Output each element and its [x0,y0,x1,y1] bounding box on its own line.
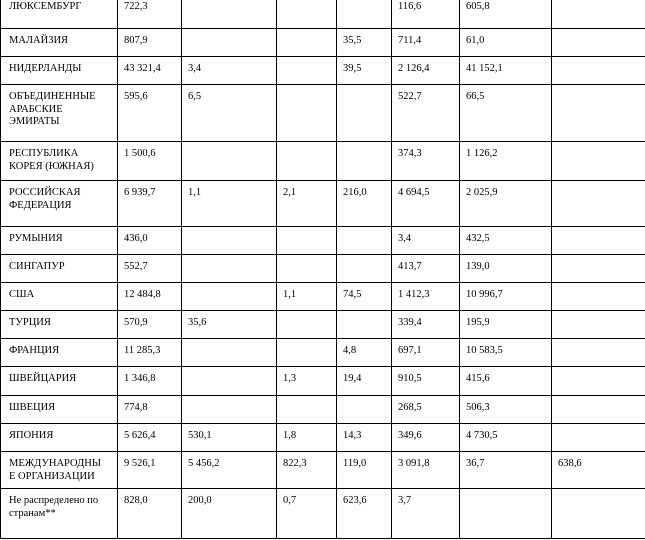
value-cell: 697,1 [392,339,460,367]
table-row [1,57,645,85]
value-cell [277,0,337,29]
value-cell: 415,6 [460,367,552,396]
value-cell: 1 346,8 [118,367,182,396]
table-row [1,396,645,424]
table-row [1,452,645,489]
value-cell: 119,0 [337,452,392,489]
table-row [1,367,645,396]
value-cell: 506,3 [460,396,552,424]
value-cell: 595,6 [118,85,182,142]
value-cell [337,311,392,339]
value-cell: 200,0 [182,489,277,539]
country-name-cell: ЯПОНИЯ [1,424,118,452]
country-name-cell: СИНГАПУР [1,255,118,283]
value-cell: 1,1 [277,283,337,311]
value-cell: 195,9 [460,311,552,339]
country-name-cell: ТУРЦИЯ [1,311,118,339]
country-name-cell: НИДЕРЛАНДЫ [1,57,118,85]
value-cell [182,367,277,396]
value-cell [277,227,337,255]
value-cell: 4 730,5 [460,424,552,452]
value-cell: 268,5 [392,396,460,424]
value-cell [552,424,645,452]
country-name-cell: ЛЮКСЕМБУРГ [1,0,118,29]
value-cell: 3,7 [392,489,460,539]
country-name-cell: ОБЪЕДИНЕННЫЕ АРАБСКИЕ ЭМИРАТЫ [1,85,118,142]
value-cell [182,0,277,29]
value-cell: 10 583,5 [460,339,552,367]
value-cell: 139,0 [460,255,552,283]
value-cell: 605,8 [460,0,552,29]
table-row [1,311,645,339]
value-cell [552,57,645,85]
value-cell: 35,5 [337,29,392,57]
value-cell [182,227,277,255]
table-row [1,85,645,142]
value-cell [552,339,645,367]
value-cell [552,29,645,57]
value-cell [552,367,645,396]
value-cell: 1 126,2 [460,142,552,181]
table-row [1,424,645,452]
value-cell: 61,0 [460,29,552,57]
value-cell [552,396,645,424]
value-cell: 623,6 [337,489,392,539]
value-cell: 3 091,8 [392,452,460,489]
value-cell [337,142,392,181]
value-cell [182,142,277,181]
value-cell: 11 285,3 [118,339,182,367]
country-name-cell: МАЛАЙЗИЯ [1,29,118,57]
value-cell [552,0,645,29]
country-name-cell: США [1,283,118,311]
value-cell: 39,5 [337,57,392,85]
value-cell [277,311,337,339]
value-cell: 6,5 [182,85,277,142]
value-cell: 339,4 [392,311,460,339]
value-cell [552,255,645,283]
value-cell: 1 500,6 [118,142,182,181]
value-cell: 374,3 [392,142,460,181]
value-cell: 3,4 [182,57,277,85]
value-cell: 722,3 [118,0,182,29]
value-cell: 216,0 [337,181,392,227]
table-row [1,227,645,255]
value-cell: 1,3 [277,367,337,396]
value-cell [552,311,645,339]
country-name-cell: РУМЫНИЯ [1,227,118,255]
country-name-cell: РЕСПУБЛИКА КОРЕЯ (ЮЖНАЯ) [1,142,118,181]
value-cell [552,181,645,227]
value-cell [277,339,337,367]
value-cell: 552,7 [118,255,182,283]
value-cell [337,255,392,283]
value-cell: 4 694,5 [392,181,460,227]
value-cell [337,85,392,142]
value-cell: 3,4 [392,227,460,255]
table-row [1,255,645,283]
value-cell: 5 456,2 [182,452,277,489]
value-cell: 828,0 [118,489,182,539]
table-row [1,142,645,181]
value-cell: 432,5 [460,227,552,255]
value-cell [182,396,277,424]
table-row [1,181,645,227]
table-row [1,339,645,367]
value-cell: 41 152,1 [460,57,552,85]
country-name-cell: МЕЖДУНАРОДНЫ Е ОРГАНИЗАЦИИ [1,452,118,489]
value-cell [552,283,645,311]
value-cell [337,227,392,255]
value-cell [277,255,337,283]
value-cell: 807,9 [118,29,182,57]
value-cell: 436,0 [118,227,182,255]
value-cell: 822,3 [277,452,337,489]
value-cell [182,283,277,311]
value-cell: 522,7 [392,85,460,142]
value-cell: 74,5 [337,283,392,311]
value-cell [277,396,337,424]
value-cell [460,489,552,539]
value-cell: 35,6 [182,311,277,339]
value-cell [277,57,337,85]
value-cell: 1 412,3 [392,283,460,311]
value-cell [277,85,337,142]
value-cell: 1,8 [277,424,337,452]
value-cell [552,489,645,539]
country-name-cell: РОССИЙСКАЯ ФЕДЕРАЦИЯ [1,181,118,227]
value-cell: 570,9 [118,311,182,339]
value-cell: 910,5 [392,367,460,396]
value-cell: 638,6 [552,452,645,489]
value-cell [277,29,337,57]
value-cell: 5 626,4 [118,424,182,452]
country-name-cell: ШВЕЦИЯ [1,396,118,424]
value-cell: 4,8 [337,339,392,367]
value-cell [552,85,645,142]
value-cell: 2 126,4 [392,57,460,85]
table-row [1,29,645,57]
value-cell [552,227,645,255]
value-cell: 116,6 [392,0,460,29]
table-body [1,0,645,539]
value-cell: 43 321,4 [118,57,182,85]
value-cell: 0,7 [277,489,337,539]
value-cell: 6 939,7 [118,181,182,227]
value-cell [337,0,392,29]
value-cell: 66,5 [460,85,552,142]
value-cell: 10 996,7 [460,283,552,311]
value-cell: 19,4 [337,367,392,396]
value-cell: 2 025,9 [460,181,552,227]
value-cell: 413,7 [392,255,460,283]
value-cell: 1,1 [182,181,277,227]
country-name-cell: ШВЕЙЦАРИЯ [1,367,118,396]
table-row [1,0,645,29]
value-cell: 711,4 [392,29,460,57]
value-cell: 14,3 [337,424,392,452]
value-cell [182,255,277,283]
country-name-cell: Не распределено по странам** [1,489,118,539]
country-name-cell: ФРАНЦИЯ [1,339,118,367]
value-cell [182,29,277,57]
value-cell: 36,7 [460,452,552,489]
value-cell [182,339,277,367]
value-cell [277,142,337,181]
table-row [1,283,645,311]
value-cell: 349,6 [392,424,460,452]
value-cell: 12 484,8 [118,283,182,311]
value-cell: 2,1 [277,181,337,227]
table-row [1,489,645,539]
value-cell: 9 526,1 [118,452,182,489]
value-cell: 774,8 [118,396,182,424]
value-cell [337,396,392,424]
value-cell: 530,1 [182,424,277,452]
value-cell [552,142,645,181]
